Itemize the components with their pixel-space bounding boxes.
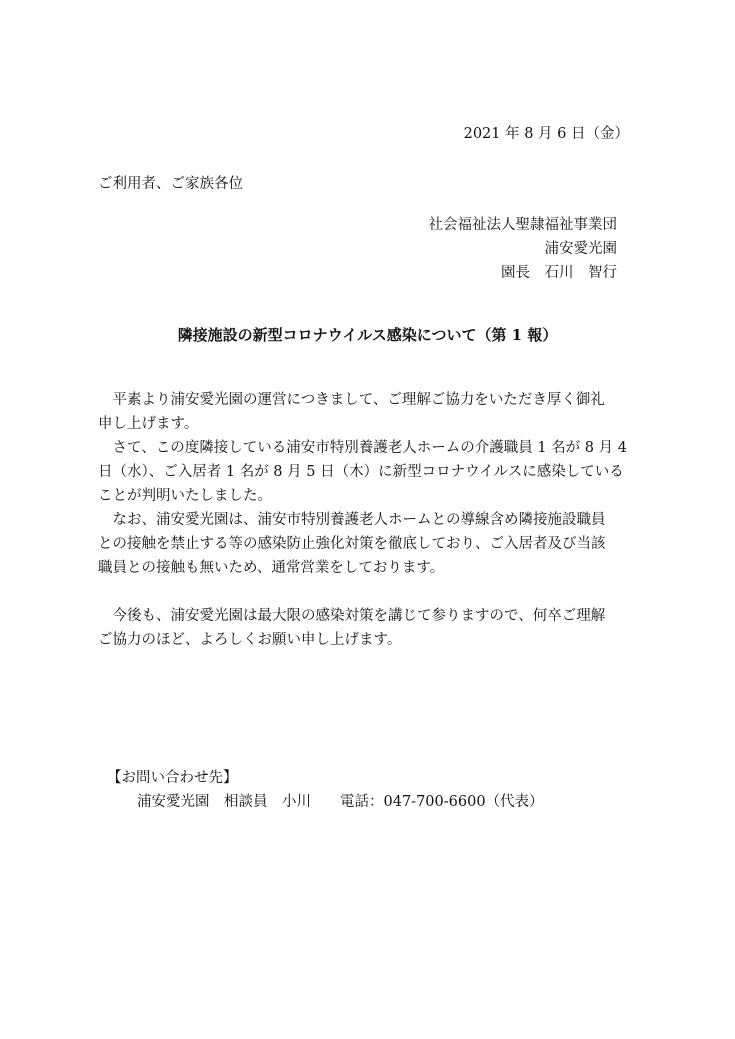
document-date: 2021 年 8 月 6 日（金） (463, 126, 629, 142)
body-line: 今後も、浦安愛光園は最大限の感染対策を講じて参りますので、何卒ご理解 (98, 608, 606, 624)
body-line: 日（水）、ご入居者 1 名が 8 月 5 日（木）に新型コロナウイルスに感染している (98, 464, 624, 480)
paragraph-spacer (98, 580, 638, 604)
body-line: さて、この度隣接している浦安市特別養護老人ホームの介護職員 1 名が 8 月 4 (98, 440, 627, 456)
director-name: 園長 石川 智行 (501, 265, 617, 281)
body-line: ご協力のほど、よろしくお願い申し上げます。 (98, 632, 402, 648)
body-line: なお、浦安愛光園は、浦安市特別養護老人ホームとの導線含め隣接施設職員 (98, 512, 606, 528)
contact-label: 【お問い合わせ先】 (107, 770, 238, 786)
body-line: との接触を禁止する等の感染防止強化対策を徹底しており、ご入居者及び当該 (98, 536, 606, 552)
body-line: ことが判明いたしました。 (98, 488, 272, 504)
body-line: 申し上げます。 (98, 416, 199, 432)
contact-detail: 浦安愛光園 相談員 小川 電話：047-700-6600（代表） (137, 794, 544, 810)
organization-name: 社会福祉法人聖隷福祉事業団 (428, 217, 617, 233)
body-text (98, 388, 638, 652)
document-title: 隣接施設の新型コロナウイルス感染について（第 1 報） (177, 326, 558, 344)
body-line: 職員との接触も無いため、通常営業をしております。 (98, 560, 445, 576)
body-line: 平素より浦安愛光園の運営につきまして、ご理解ご協力をいただき厚く御礼 (98, 392, 605, 408)
recipient-line: ご利用者、ご家族各位 (98, 176, 243, 192)
facility-name: 浦安愛光園 (544, 241, 617, 257)
